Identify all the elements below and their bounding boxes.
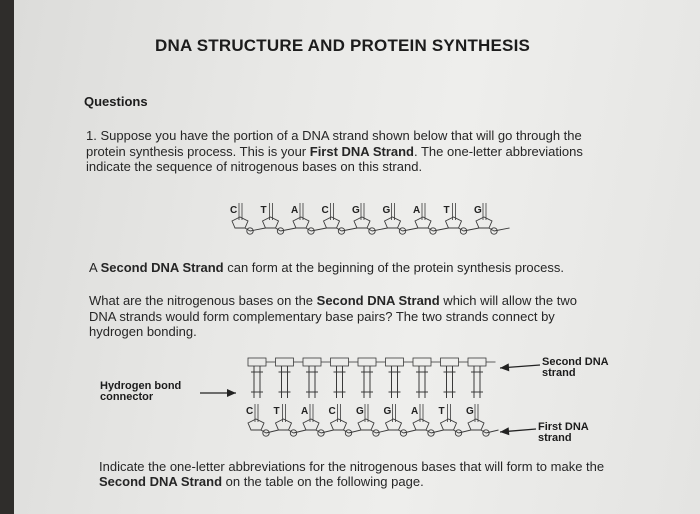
lower-first-strand-sugar: [248, 419, 264, 430]
hydrogen-bond-label-line-1: Hydrogen bond: [100, 380, 182, 392]
lower-first-strand-sugar: [386, 419, 402, 430]
hydrogen-bond-arrow-head: [227, 389, 236, 397]
top-strand-base-g-6: G: [382, 205, 391, 216]
lower-first-strand-base-c-4: C: [328, 406, 336, 417]
question-1-line-2-start: protein synthesis process. This is your: [86, 143, 310, 159]
first-strand-label-line-2: strand: [538, 432, 572, 444]
second-strand-label-line-2: strand: [542, 367, 576, 379]
question-line-3: hydrogen bonding.: [89, 324, 197, 339]
lower-first-strand-sugar: [413, 419, 429, 430]
second-strand-sugar: [303, 358, 321, 366]
top-strand-sugar: [354, 217, 370, 228]
second-strand-sugar: [386, 358, 404, 366]
first-strand-label-line-1: First DNA: [538, 421, 589, 433]
top-strand-base-c-4: C: [321, 205, 329, 216]
question-line-1-start: What are the nitrogenous bases on the: [89, 293, 317, 308]
top-strand-base-g-9: G: [474, 205, 482, 216]
second-strand-sugar: [413, 358, 431, 366]
question-1-line-1: 1. Suppose you have the portion of a DNA strand shown below that will go through the: [86, 128, 582, 143]
second-strand-sugar: [276, 358, 294, 366]
second-strand-intro-end: can form at the beginning of the protein synthesis process.: [223, 260, 564, 275]
second-strand-sugar: [331, 358, 349, 366]
first-dna-strand-term: First DNA Strand: [309, 143, 414, 159]
instruction-line-1: Indicate the one-letter abbreviations for the nitrogenous bases that will form to make the: [99, 459, 605, 474]
second-dna-strand-term-3: Second DNA Strand: [99, 474, 223, 489]
lower-first-strand-base-t-8: T: [438, 406, 445, 417]
hydrogen-bond-label-line-2: connector: [100, 391, 154, 403]
second-strand-sugar: [468, 358, 486, 366]
lower-first-strand-base-c-1: C: [246, 406, 254, 417]
top-strand-sugar: [232, 217, 248, 228]
top-strand-base-c-1: C: [230, 205, 238, 216]
second-strand-sugar: [248, 358, 266, 366]
top-strand-base-g-5: G: [352, 205, 360, 216]
lower-first-strand-base-g-6: G: [383, 406, 392, 417]
second-dna-strand-term: Second DNA Strand: [100, 260, 224, 275]
top-strand-sugar: [415, 217, 431, 228]
question-1-line-2-end: . The one-letter abbreviations: [414, 143, 583, 159]
second-strand-sugar: [358, 358, 376, 366]
lower-first-strand-base-g-9: G: [466, 406, 474, 417]
instruction-line-2-end: on the table on the following page.: [222, 474, 424, 489]
question-1-line-3: indicate the sequence of nitrogenous bases on this strand.: [86, 159, 423, 174]
second-strand-arrow-head: [500, 363, 509, 371]
second-strand-sugar: [441, 358, 459, 366]
question-line-2: DNA strands would form complementary base pairs? The two strands connect by: [89, 308, 555, 324]
lower-first-strand-base-g-5: G: [356, 406, 364, 417]
lower-first-strand-sugar: [276, 419, 292, 430]
top-strand-sugar: [263, 217, 279, 228]
question-line-1-end: which will allow the two: [439, 293, 577, 308]
second-strand-label-line-1: Second DNA: [542, 356, 609, 368]
top-strand-sugar: [293, 217, 309, 228]
lower-first-strand-sugar: [303, 419, 319, 430]
questions-heading: Questions: [84, 94, 148, 109]
top-strand-sugar: [385, 217, 401, 228]
lower-first-strand-base-a-3: A: [301, 406, 309, 417]
top-strand-sugar: [324, 217, 340, 228]
lower-first-strand-base-a-7: A: [411, 406, 419, 417]
document-title: DNA STRUCTURE AND PROTEIN SYNTHESIS: [155, 36, 531, 55]
first-strand-arrow-head: [500, 427, 509, 435]
lower-first-strand-base-t-2: T: [273, 406, 280, 417]
lower-first-strand-sugar: [468, 419, 484, 430]
top-strand-base-t-8: T: [443, 205, 450, 216]
second-dna-strand-term-2: Second DNA Strand: [316, 293, 440, 308]
top-strand-base-a-7: A: [413, 205, 421, 216]
top-strand-base-t-2: T: [260, 205, 267, 216]
second-strand-intro-start: A: [89, 260, 101, 275]
lower-first-strand-sugar: [331, 419, 347, 430]
top-strand-base-a-3: A: [291, 205, 299, 216]
lower-first-strand-sugar: [441, 419, 457, 430]
top-strand-sugar: [476, 217, 492, 228]
top-strand-sugar: [446, 217, 462, 228]
lower-first-strand-sugar: [358, 419, 374, 430]
